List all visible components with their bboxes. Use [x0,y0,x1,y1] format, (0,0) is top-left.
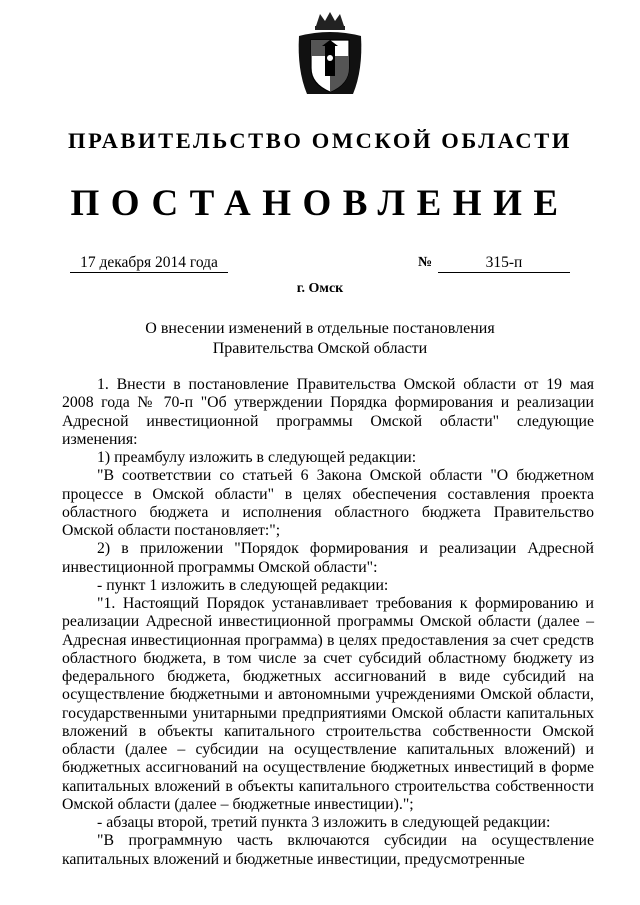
paragraph: "В программную часть включаются субсидии на осуществление капитальных вложений и бюджетные инвестиции, предусмотренные [62,832,594,868]
paragraph: 1. Внести в постановление Правительства Омской области от 19 мая 2008 года № 70-п "Об утверждении Порядка формирования и реализации Адресной инвестиционной программы Омской области" следующие изменения: [62,376,594,448]
city: г. Омск [296,281,344,296]
paragraph: "В соответствии со статьей 6 Закона Омской области "О бюджетном процессе в Омской области" в целях обеспечения составления проекта областного бюджета и исполнения областного бюджета Правительство Омской области постановляет:"; [62,467,594,539]
paragraph: 1) преамбулу изложить в следующей редакции: [97,449,417,466]
number-label: № [418,255,433,270]
paragraph: - пункт 1 изложить в следующей редакции: [97,576,389,594]
government-name: ПРАВИТЕЛЬСТВО ОМСКОЙ ОБЛАСТИ [68,128,572,153]
subject-line-2: Правительства Омской области [212,339,428,357]
subject-line-1: О внесении изменений в отдельные постановления [145,320,495,337]
document-date: 17 декабря 2014 года [70,254,228,273]
coat-of-arms-icon [295,10,365,98]
paragraph: - абзацы второй, третий пункта 3 изложить в следующей редакции: [97,814,551,831]
document-subject [0,319,640,358]
paragraph: "1. Настоящий Порядок устанавливает требования к формированию и реализации Адресной инвестиционной программы Омской области (далее – Адресная инвестиционная программа) в целях предоставления за счет средств областного бюджета, в том числе за счет субсидий областному бюджету из федерального бюджета, бюджетных ассигнований в виде субсидий на осуществление бюджетными и автономными учреждениями Омской области, государственными унитарными предприятиями Омской области капитальных вложений в объекты капитального строительства собственности Омской области (далее – субсидии на осуществление капитальных вложений) и бюджетных ассигнований на осуществление бюджетных инвестиций в форме капитальных вложений в объекты капитального строительства собственности Омской области (далее – бюджетные инвестиции)."; [62,595,594,813]
document-number: 315-п [438,254,570,273]
paragraph: 2) в приложении "Порядок формирования и реализации Адресной инвестиционной программы Омской области": [62,540,594,576]
document-type: ПОСТАНОВЛЕНИЕ [70,183,570,224]
document-body [62,376,594,869]
